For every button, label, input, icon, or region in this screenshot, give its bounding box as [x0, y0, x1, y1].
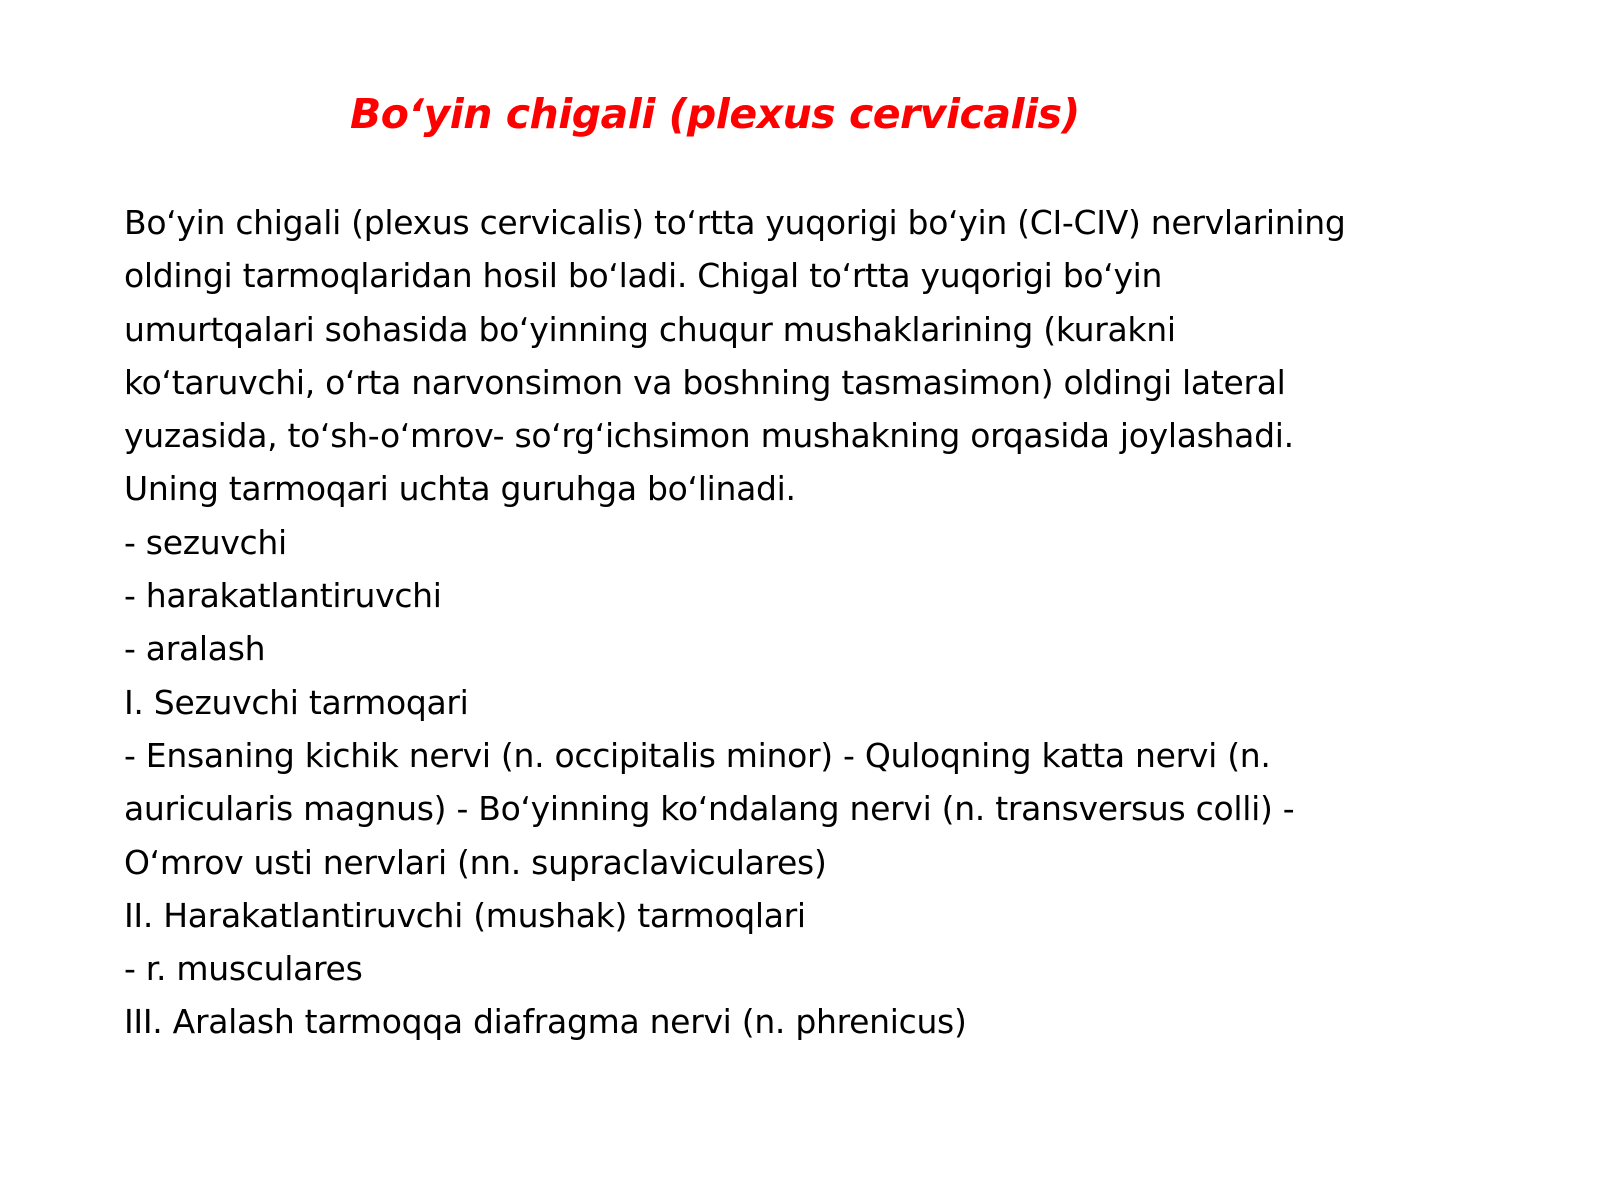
body-line: - Ensaning kichik nervi (n. occipitalis minor) - Quloqning katta nervi (n.	[124, 735, 1271, 775]
body-line: yuzasida, to‘sh-o‘mrov- so‘rg‘ichsimon mushakning orqasida joylashadi.	[124, 416, 1294, 456]
section-heading-sezuvchi: I. Sezuvchi tarmoqari	[124, 682, 469, 722]
body-line: O‘mrov usti nervlari (nn. supraclaviculares)	[124, 842, 827, 882]
body-line: oldingi tarmoqlaridan hosil bo‘ladi. Chigal to‘rtta yuqorigi bo‘yin	[124, 256, 1163, 296]
section-heading-harakatlantiruvchi: II. Harakatlantiruvchi (mushak) tarmoqlari	[124, 895, 806, 935]
body-line: Bo‘yin chigali (plexus cervicalis) to‘rtta yuqorigi bo‘yin (CI-CIV) nervlarining	[124, 203, 1346, 242]
list-item-sezuvchi: - sezuvchi	[124, 522, 287, 562]
body-line: Uning tarmoqari uchta guruhga bo‘linadi.	[124, 469, 796, 509]
list-item-harakatlantiruvchi: - harakatlantiruvchi	[124, 576, 442, 616]
list-item-aralash: - aralash	[124, 629, 266, 669]
body-line: umurtqalari sohasida bo‘yinning chuqur mushaklarining (kurakni	[124, 309, 1176, 349]
slide-body	[124, 196, 1564, 1049]
list-item-musculares: - r. musculares	[124, 949, 363, 989]
slide-title: Bo‘yin chigali (plexus cervicalis)	[350, 90, 1080, 138]
body-line: auricularis magnus) - Bo‘yinning ko‘ndalang nervi (n. transversus colli) -	[124, 789, 1295, 829]
body-line: ko‘taruvchi, o‘rta narvonsimon va boshning tasmasimon) oldingi lateral	[124, 362, 1286, 402]
section-heading-aralash: III. Aralash tarmoqqa diafragma nervi (n. phrenicus)	[124, 1002, 967, 1042]
